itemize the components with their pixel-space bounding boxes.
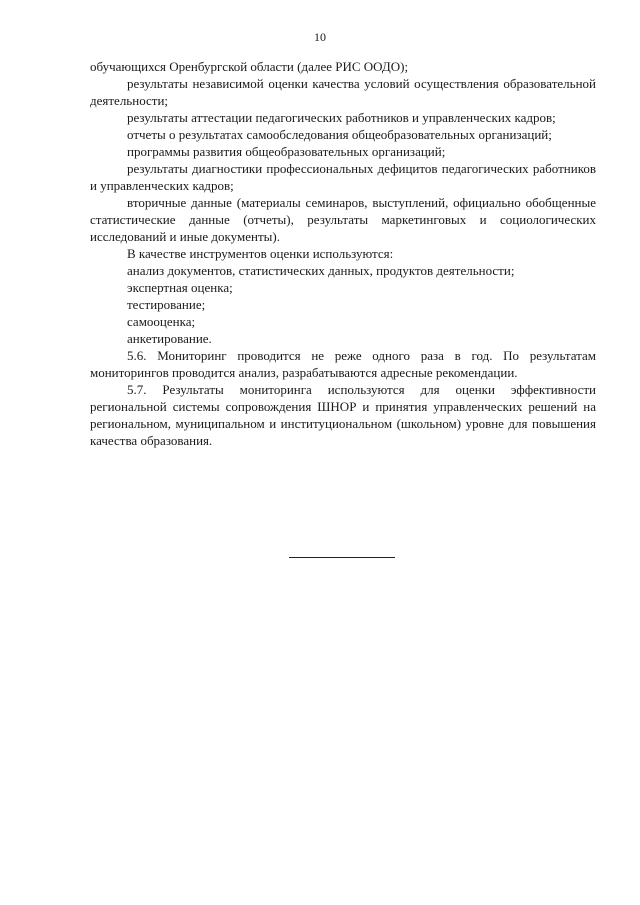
list-item-document-analysis: анализ документов, статистических данных, продуктов деятельности; — [127, 263, 515, 278]
paragraph-ris-oodo: обучающихся Оренбургской области (далее РИС ООДО); — [90, 59, 409, 74]
closing-divider-line — [289, 557, 395, 558]
paragraph-instruments-heading: В качестве инструментов оценки используются: — [127, 246, 394, 261]
paragraph-independent-evaluation: результаты независимой оценки качества условий осуществления образовательной деятельности; — [90, 76, 596, 108]
document-body — [90, 58, 596, 449]
list-item-survey: анкетирование. — [127, 331, 212, 346]
list-item-self-assessment: самооценка; — [127, 314, 196, 329]
paragraph-5-6: 5.6. Мониторинг проводится не реже одного раза в год. По результатам мониторингов проводится анализ, разрабатываются адресные рекомендации. — [90, 348, 596, 380]
paragraph-diagnostics: результаты диагностики профессиональных дефицитов педагогических работников и управленческих кадров; — [90, 161, 596, 193]
paragraph-secondary-data: вторичные данные (материалы семинаров, выступлений, официально обобщенные статистические данные (отчеты), результаты маркетинговых и социологических исследований и иные документы). — [90, 195, 596, 244]
list-item-testing: тестирование; — [127, 297, 206, 312]
paragraph-attestation: результаты аттестации педагогических работников и управленческих кадров; — [127, 110, 556, 125]
list-item-expert-evaluation: экспертная оценка; — [127, 280, 233, 295]
paragraph-self-evaluation-reports: отчеты о результатах самообследования общеобразовательных организаций; — [127, 127, 552, 142]
page-number: 10 — [314, 30, 326, 44]
paragraph-development-programs: программы развития общеобразовательных организаций; — [127, 144, 446, 159]
paragraph-5-7: 5.7. Результаты мониторинга используются для оценки эффективности региональной системы сопровождения ШНОР и принятия управленческих решений на региональном, муниципальном и институциональном (школьном) уровне для повышения качества образования. — [90, 382, 596, 448]
